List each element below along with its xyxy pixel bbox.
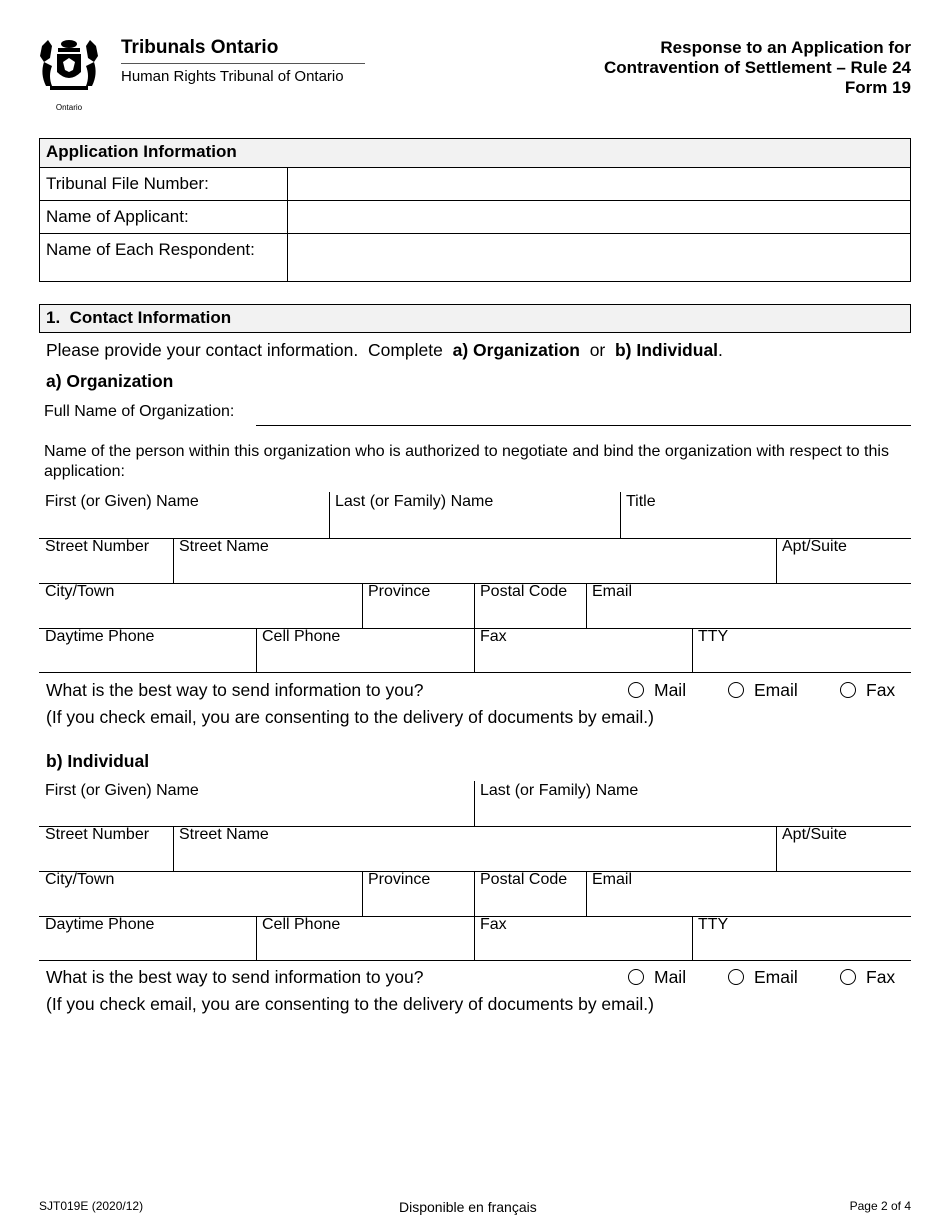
grid-rule [39, 960, 911, 961]
ontario-coat-of-arms-logo [36, 36, 102, 112]
contact-info-heading: 1. Contact Information [39, 304, 911, 333]
org-email-field[interactable]: Email [592, 583, 633, 600]
org-cell-phone-field[interactable]: Cell Phone [262, 628, 341, 645]
ind-email-consent-note: (If you check email, you are consenting to the delivery of documents by email.) [46, 994, 654, 1014]
ind-cell-phone-field[interactable]: Cell Phone [262, 916, 341, 933]
ind-apt-suite-field[interactable]: Apt/Suite [782, 826, 847, 843]
ind-street-name-field[interactable]: Street Name [179, 826, 269, 843]
organization-heading: a) Organization [46, 371, 174, 391]
logo-caption: Ontario [55, 103, 83, 112]
form-number: Form 19 [844, 78, 911, 97]
ind-province-field[interactable]: Province [368, 871, 431, 888]
org-postal-code-field[interactable]: Postal Code [480, 583, 568, 600]
ind-postal-code-field[interactable]: Postal Code [480, 871, 568, 888]
ind-email-label: Email [754, 967, 798, 987]
tribunal-file-number-label: Tribunal File Number: [40, 168, 288, 200]
ind-email-radio[interactable] [728, 967, 798, 988]
instructions-or: or [579, 340, 615, 360]
instructions-option-b: b) Individual [614, 340, 719, 360]
ind-fax-radio[interactable] [840, 967, 895, 988]
application-info-table [39, 138, 911, 282]
org-apt-suite-field[interactable]: Apt/Suite [782, 538, 847, 555]
org-fax-label: Fax [866, 680, 896, 700]
form-code: SJT019E (2020/12) [39, 1199, 144, 1213]
org-daytime-phone-field[interactable]: Daytime Phone [45, 628, 155, 645]
org-tty-field[interactable]: TTY [698, 628, 729, 645]
ind-first-name-field[interactable]: First (or Given) Name [45, 782, 199, 799]
tribunal-file-number-row [40, 168, 910, 201]
authorized-person-text: Name of the person within this organization who is authorized to negotiate and bind the organization with respect to this application: [44, 443, 889, 480]
instructions-option-a: a) Organization [452, 340, 580, 360]
ind-mail-label: Mail [654, 967, 687, 987]
radio-circle-icon[interactable] [728, 682, 744, 698]
respondent-names-field[interactable] [288, 234, 910, 281]
radio-circle-icon[interactable] [628, 969, 644, 985]
ind-email-field[interactable]: Email [592, 871, 633, 888]
organization-name: Tribunals Ontario [121, 37, 279, 58]
org-email-consent-note: (If you check email, you are consenting to the delivery of documents by email.) [46, 707, 654, 727]
form-title [604, 38, 911, 98]
org-full-name-field[interactable] [256, 425, 911, 426]
respondent-names-row [40, 234, 910, 281]
french-availability-link[interactable]: Disponible en français [399, 1199, 537, 1215]
org-title-field[interactable]: Title [626, 493, 656, 510]
ind-last-name-field[interactable]: Last (or Family) Name [480, 782, 639, 799]
org-email-label: Email [754, 680, 798, 700]
org-last-name-field[interactable]: Last (or Family) Name [335, 493, 494, 510]
respondent-names-label: Name of Each Respondent: [40, 234, 288, 281]
ind-best-way-question: What is the best way to send information to you? [46, 967, 424, 987]
ind-fax-label: Fax [866, 967, 896, 987]
org-street-name-field[interactable]: Street Name [179, 538, 269, 555]
org-province-field[interactable]: Province [368, 583, 431, 600]
org-full-name-label: Full Name of Organization: [44, 403, 235, 420]
organization-subtitle: Human Rights Tribunal of Ontario [121, 68, 344, 85]
radio-circle-icon[interactable] [840, 682, 856, 698]
org-email-radio[interactable] [728, 680, 798, 701]
page-number: Page 2 of 4 [849, 1199, 911, 1213]
individual-heading: b) Individual [46, 751, 150, 771]
org-fax-field[interactable]: Fax [480, 628, 507, 645]
radio-circle-icon[interactable] [628, 682, 644, 698]
ind-daytime-phone-field[interactable]: Daytime Phone [45, 916, 155, 933]
ind-street-number-field[interactable]: Street Number [45, 826, 150, 843]
instructions-prefix: Please provide your contact information. Complete [46, 340, 453, 360]
contact-instructions [46, 340, 723, 361]
application-info-heading: Application Information [40, 139, 910, 168]
ind-city-field[interactable]: City/Town [45, 871, 115, 888]
org-mail-radio[interactable] [628, 680, 686, 701]
org-first-name-field[interactable]: First (or Given) Name [45, 493, 199, 510]
org-fax-radio[interactable] [840, 680, 895, 701]
org-street-number-field[interactable]: Street Number [45, 538, 150, 555]
org-best-way-question: What is the best way to send information to you? [46, 680, 424, 700]
ind-tty-field[interactable]: TTY [698, 916, 729, 933]
ind-mail-radio[interactable] [628, 967, 686, 988]
ind-fax-field[interactable]: Fax [480, 916, 507, 933]
radio-circle-icon[interactable] [840, 969, 856, 985]
form-title-line1: Response to an Application for [660, 38, 911, 57]
tribunal-file-number-field[interactable] [288, 168, 910, 200]
org-city-field[interactable]: City/Town [45, 583, 115, 600]
org-mail-label: Mail [654, 680, 687, 700]
header-divider [121, 63, 365, 64]
instructions-suffix: . [718, 340, 723, 360]
grid-rule [39, 672, 911, 673]
applicant-name-field[interactable] [288, 201, 910, 233]
form-title-line2: Contravention of Settlement – Rule 24 [604, 58, 911, 77]
radio-circle-icon[interactable] [728, 969, 744, 985]
applicant-name-label: Name of Applicant: [40, 201, 288, 233]
applicant-name-row [40, 201, 910, 234]
